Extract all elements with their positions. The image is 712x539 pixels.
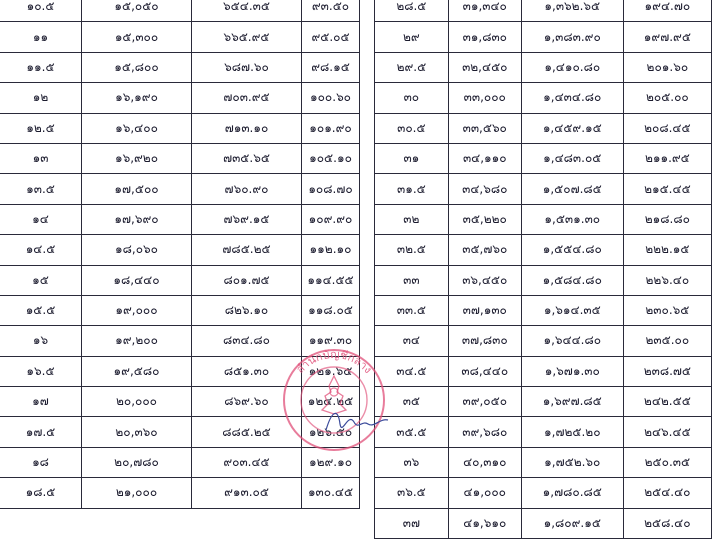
table-cell: ๑๐๑.๙๐ (302, 113, 360, 143)
table-cell: ๗๖๐.๙๐ (192, 174, 302, 204)
table-cell: ๑๐๕.๑๐ (302, 143, 360, 173)
table-cell: ๒๑๑.๙๕ (623, 143, 711, 173)
table-cell: ๓๗,๘๓๐ (448, 326, 521, 356)
table-cell: ๓๖.๕ (375, 478, 449, 508)
table-cell: ๑๑.๕ (0, 52, 82, 82)
table-cell: ๓๒,๔๕๐ (448, 52, 521, 82)
table-cell: ๒๕๐.๓๕ (623, 447, 711, 477)
table-cell: ๑๙๔.๗๐ (623, 0, 711, 22)
table-cell: ๖๕๔.๓๕ (192, 0, 302, 22)
table-cell: ๑๖ (0, 326, 82, 356)
table-cell: ๑,๗๘๐.๘๕ (521, 478, 623, 508)
table-row (375, 387, 712, 417)
table-cell: ๓๕ (375, 387, 449, 417)
table-cell: ๒๐,๐๐๐ (82, 387, 192, 417)
table-cell: ๓๓ (375, 265, 449, 295)
table-cell: ๑๓ (0, 143, 82, 173)
table-row (375, 265, 712, 295)
table-cell: ๑๒๖.๕๐ (302, 417, 360, 447)
table-cell: ๑,๔๓๔.๘๐ (521, 83, 623, 113)
table-cell: ๒๓๘.๗๕ (623, 356, 711, 386)
svg-text:สำนักบัญชีกลาง: สำนักบัญชีกลาง (293, 347, 375, 377)
table-cell: ๓๓,๐๐๐ (448, 83, 521, 113)
table-cell: ๑,๓๖๒.๖๕ (521, 0, 623, 22)
table-cell: ๑๕,๘๐๐ (82, 52, 192, 82)
table-row (0, 113, 360, 143)
table-row (0, 174, 360, 204)
table-cell: ๑,๔๘๓.๐๕ (521, 143, 623, 173)
table-row (0, 295, 360, 325)
table-cell: ๑๑๒.๑๐ (302, 235, 360, 265)
table-row (0, 265, 360, 295)
table-row (0, 417, 360, 447)
table-cell: ๑๕.๕ (0, 295, 82, 325)
table-row (375, 113, 712, 143)
table-row (375, 447, 712, 477)
table-cell: ๑๙,๕๘๐ (82, 356, 192, 386)
table-cell: ๓๖,๔๕๐ (448, 265, 521, 295)
table-cell: ๓๔,๑๑๐ (448, 143, 521, 173)
table-cell: ๑๓.๕ (0, 174, 82, 204)
table-cell: ๑๒๔.๒๕ (302, 387, 360, 417)
table-cell: ๗๑๓.๑๐ (192, 113, 302, 143)
table-cell: ๒๐,๗๘๐ (82, 447, 192, 477)
table-cell: ๑๕,๐๕๐ (82, 0, 192, 22)
table-cell: ๑๖.๕ (0, 356, 82, 386)
table-row (0, 235, 360, 265)
table-cell: ๑๐.๕ (0, 0, 82, 22)
table-cell: ๑,๖๗๑.๓๐ (521, 356, 623, 386)
table-cell: ๓๕.๕ (375, 417, 449, 447)
table-cell: ๓๔.๕ (375, 356, 449, 386)
table-cell: ๑๖,๔๐๐ (82, 113, 192, 143)
table-row (375, 295, 712, 325)
rate-table-right-body (375, 0, 712, 539)
table-row (0, 447, 360, 477)
table-cell: ๓๙,๖๘๐ (448, 417, 521, 447)
table-cell: ๒๑,๐๐๐ (82, 478, 192, 508)
table-cell: ๘๘๕.๒๕ (192, 417, 302, 447)
table-row (375, 478, 712, 508)
table-cell: ๓๕,๗๖๐ (448, 235, 521, 265)
table-cell: ๑๖,๙๒๐ (82, 143, 192, 173)
table-cell: ๘๖๙.๖๐ (192, 387, 302, 417)
table-cell: ๘๐๑.๗๕ (192, 265, 302, 295)
table-cell: ๒๕๘.๔๐ (623, 508, 711, 538)
table-cell: ๑,๘๐๙.๑๕ (521, 508, 623, 538)
table-cell: ๑๖,๑๙๐ (82, 83, 192, 113)
table-cell: ๙๕.๐๕ (302, 22, 360, 52)
table-cell: ๑,๕๓๑.๓๐ (521, 204, 623, 234)
table-cell: ๑๘,๐๖๐ (82, 235, 192, 265)
table-row (0, 22, 360, 52)
table-cell: ๑๗,๕๐๐ (82, 174, 192, 204)
table-cell: ๓๑,๓๔๐ (448, 0, 521, 22)
table-cell: ๓๗ (375, 508, 449, 538)
table-cell: ๘๒๖.๑๐ (192, 295, 302, 325)
table-cell: ๗๓๕.๖๕ (192, 143, 302, 173)
table-row (375, 143, 712, 173)
table-row (0, 356, 360, 386)
table-cell: ๒๐๑.๖๐ (623, 52, 711, 82)
table-row (375, 326, 712, 356)
table-row (0, 478, 360, 508)
table-cell: ๑,๕๕๔.๘๐ (521, 235, 623, 265)
table-cell: ๒๑๕.๔๕ (623, 174, 711, 204)
table-row (375, 22, 712, 52)
table-row (0, 0, 360, 22)
table-cell: ๙๓.๕๐ (302, 0, 360, 22)
table-cell: ๓๓.๕ (375, 295, 449, 325)
table-cell: ๒๒๖.๔๐ (623, 265, 711, 295)
table-row (375, 204, 712, 234)
table-cell: ๒๒๒.๑๕ (623, 235, 711, 265)
table-cell: ๒๕๔.๔๐ (623, 478, 711, 508)
table-cell: ๒๐๘.๔๕ (623, 113, 711, 143)
table-cell: ๓๒.๕ (375, 235, 449, 265)
table-row (375, 508, 712, 538)
table-row (0, 326, 360, 356)
table-row (375, 52, 712, 82)
table-cell: ๓๔,๖๘๐ (448, 174, 521, 204)
table-cell: ๑๕ (0, 265, 82, 295)
table-cell: ๑,๖๑๔.๓๕ (521, 295, 623, 325)
table-cell: ๖๖๕.๙๕ (192, 22, 302, 52)
table-cell: ๑,๖๙๗.๘๕ (521, 387, 623, 417)
table-row (375, 83, 712, 113)
table-cell: ๑๕,๓๐๐ (82, 22, 192, 52)
table-cell: ๑๓๐.๔๕ (302, 478, 360, 508)
table-cell: ๑,๔๕๙.๑๕ (521, 113, 623, 143)
table-row (375, 235, 712, 265)
table-cell: ๑,๓๘๓.๙๐ (521, 22, 623, 52)
table-cell: ๒๐๕.๐๐ (623, 83, 711, 113)
table-cell: ๑๗ (0, 387, 82, 417)
table-cell: ๑๒๙.๑๐ (302, 447, 360, 477)
table-cell: ๑,๗๒๕.๒๐ (521, 417, 623, 447)
table-row (375, 417, 712, 447)
table-row (375, 174, 712, 204)
table-cell: ๙๘.๑๕ (302, 52, 360, 82)
table-row (0, 52, 360, 82)
table-cell: ๑๑๘.๐๕ (302, 295, 360, 325)
table-cell: ๑๐๙.๙๐ (302, 204, 360, 234)
table-cell: ๒๑๘.๘๐ (623, 204, 711, 234)
table-cell: ๘๕๑.๓๐ (192, 356, 302, 386)
table-cell: ๒๙.๕ (375, 52, 449, 82)
table-cell: ๔๐,๓๑๐ (448, 447, 521, 477)
table-cell: ๒๙ (375, 22, 449, 52)
table-cell: ๗๐๓.๙๕ (192, 83, 302, 113)
table-row (0, 387, 360, 417)
table-cell: ๑๐๐.๖๐ (302, 83, 360, 113)
table-cell: ๓๓,๕๖๐ (448, 113, 521, 143)
table-cell: ๑,๔๑๐.๘๐ (521, 52, 623, 82)
table-cell: ๑๔.๕ (0, 235, 82, 265)
table-cell: ๑,๗๕๒.๖๐ (521, 447, 623, 477)
table-cell: ๑๑ (0, 22, 82, 52)
table-cell: ๖๘๗.๖๐ (192, 52, 302, 82)
table-row (0, 143, 360, 173)
table-row (375, 0, 712, 22)
rate-table-right (374, 0, 712, 539)
table-cell: ๓๑ (375, 143, 449, 173)
table-cell: ๑๐๘.๗๐ (302, 174, 360, 204)
rate-table-left (0, 0, 360, 509)
table-cell: ๑,๕๘๔.๘๐ (521, 265, 623, 295)
table-cell: ๑๘,๔๔๐ (82, 265, 192, 295)
table-cell: ๑๘ (0, 447, 82, 477)
table-cell: ๑,๕๐๗.๘๕ (521, 174, 623, 204)
table-cell: ๑,๖๔๔.๘๐ (521, 326, 623, 356)
table-cell: ๑๘.๕ (0, 478, 82, 508)
table-cell: ๓๘,๔๔๐ (448, 356, 521, 386)
table-cell: ๑๗,๖๙๐ (82, 204, 192, 234)
table-cell: ๑๒๑.๖๕ (302, 356, 360, 386)
table-cell: ๓๕,๒๒๐ (448, 204, 521, 234)
table-cell: ๙๑๓.๐๕ (192, 478, 302, 508)
table-cell: ๔๑,๖๑๐ (448, 508, 521, 538)
table-cell: ๒๓๕.๐๐ (623, 326, 711, 356)
table-cell: ๓๑.๕ (375, 174, 449, 204)
table-cell: ๔๑,๐๐๐ (448, 478, 521, 508)
table-cell: ๒๔๒.๕๕ (623, 387, 711, 417)
table-cell: ๓๔ (375, 326, 449, 356)
table-cell: ๓๐.๕ (375, 113, 449, 143)
table-cell: ๑๙,๐๐๐ (82, 295, 192, 325)
table-cell: ๗๘๕.๒๕ (192, 235, 302, 265)
table-cell: ๑๙,๒๐๐ (82, 326, 192, 356)
table-cell: ๓๗,๑๓๐ (448, 295, 521, 325)
table-cell: ๑๗.๕ (0, 417, 82, 447)
table-cell: ๑๔ (0, 204, 82, 234)
table-cell: ๑๒ (0, 83, 82, 113)
table-cell: ๑๑๔.๕๕ (302, 265, 360, 295)
table-cell: ๗๖๙.๑๕ (192, 204, 302, 234)
table-cell: ๒๘.๕ (375, 0, 449, 22)
table-cell: ๒๓๐.๖๕ (623, 295, 711, 325)
table-cell: ๒๔๖.๔๕ (623, 417, 711, 447)
table-cell: ๒๐,๓๖๐ (82, 417, 192, 447)
table-cell: ๑๑๙.๓๐ (302, 326, 360, 356)
table-cell: ๓๒ (375, 204, 449, 234)
table-cell: ๑๙๗.๙๕ (623, 22, 711, 52)
table-cell: ๑๒.๕ (0, 113, 82, 143)
table-row (375, 356, 712, 386)
table-cell: ๙๐๓.๔๕ (192, 447, 302, 477)
table-cell: ๓๖ (375, 447, 449, 477)
table-row (0, 204, 360, 234)
table-cell: ๘๓๔.๘๐ (192, 326, 302, 356)
table-cell: ๓๙,๐๕๐ (448, 387, 521, 417)
table-cell: ๓๐ (375, 83, 449, 113)
table-row (0, 83, 360, 113)
rate-table-left-body (0, 0, 360, 508)
table-cell: ๓๑,๘๓๐ (448, 22, 521, 52)
